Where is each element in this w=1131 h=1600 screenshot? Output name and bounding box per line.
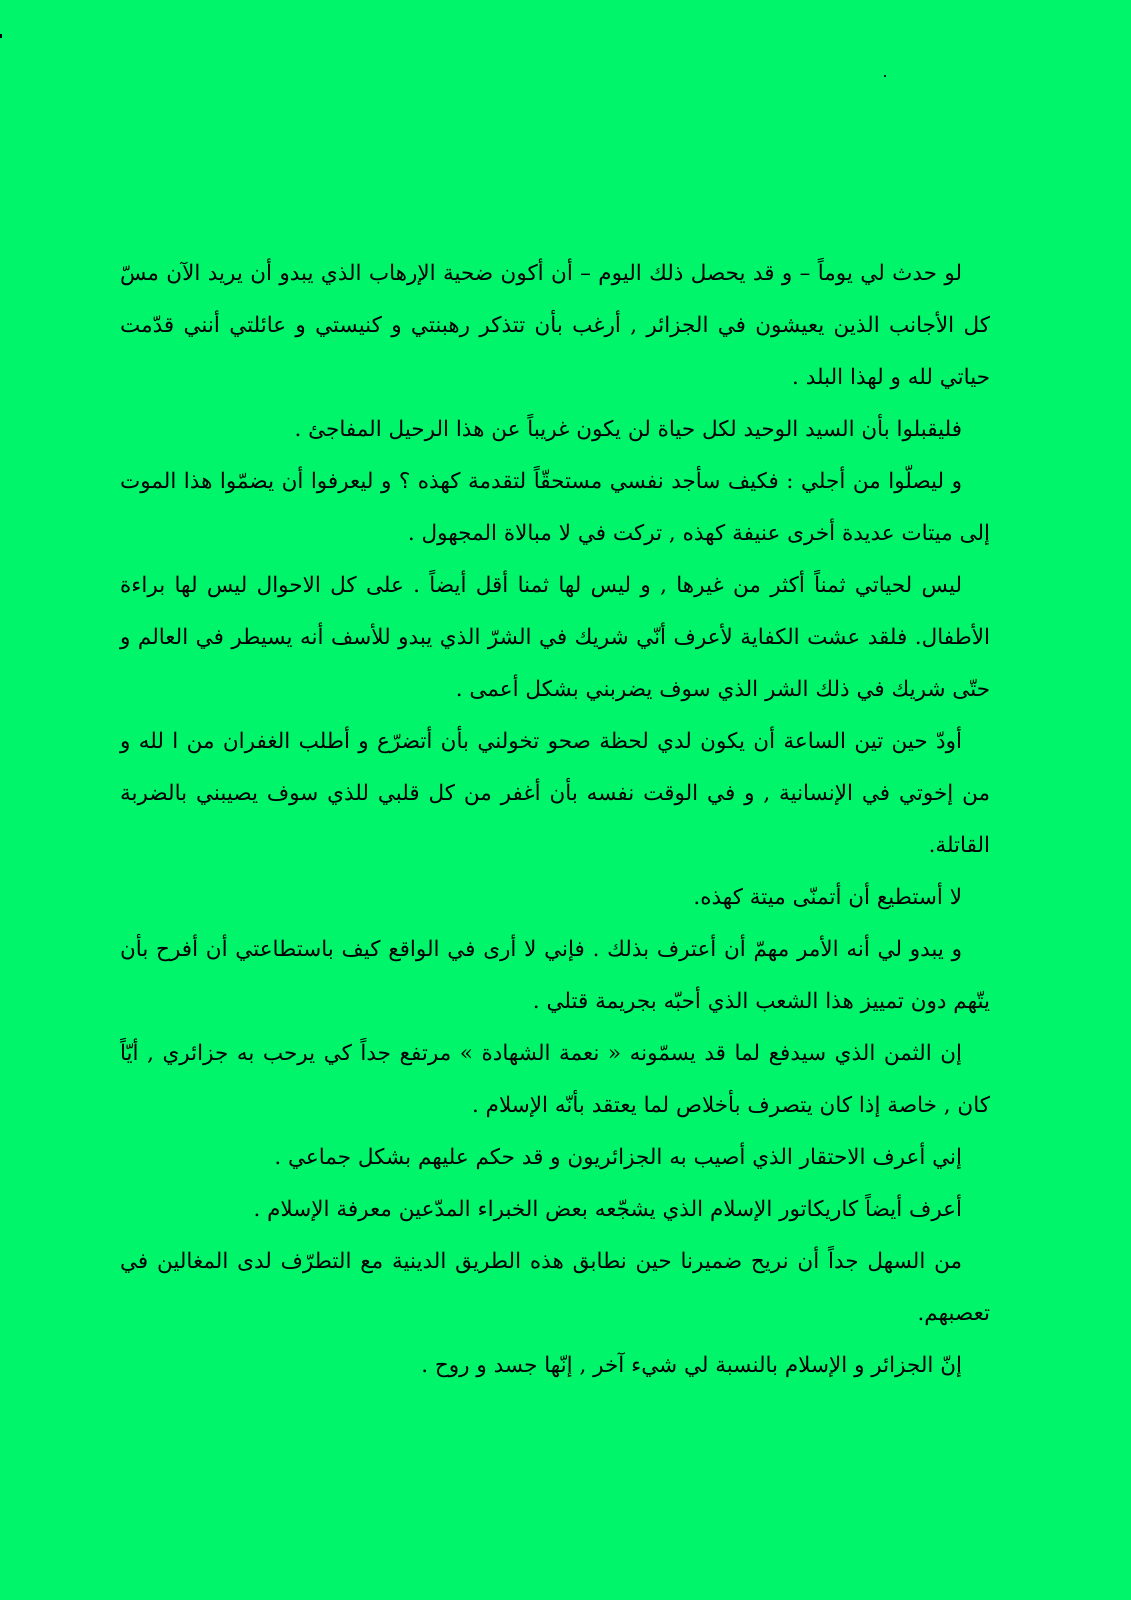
paragraph-12: إنّ الجزائر و الإسلام بالنسبة لي شيء آخر , إنّها جسد و روح . <box>421 1353 962 1378</box>
paragraph-3: و ليصلّوا من أجلي : فكيف سأجد نفسي مستحقّاً لتقدمة كهذه ؟ و ليعرفوا أن يضمّوا هذا الموت إلى ميتات عديدة أخرى عنيفة كهذه , تركت في لا مبالاة المجهول . <box>120 469 990 546</box>
paragraph-11: من السهل جداً أن نريح ضميرنا حين نطابق هذه الطريق الدينية مع التطرّف لدى المغالين في تعصبهم. <box>120 1249 990 1326</box>
edge-mark <box>0 34 2 38</box>
paragraph-9: إني أعرف الاحتقار الذي أصيب به الجزائريون و قد حكم عليهم بشكل جماعي . <box>274 1145 962 1170</box>
paragraph-1: لو حدث لي يوماً – و قد يحصل ذلك اليوم – أن أكون ضحية الإرهاب الذي يبدو أن يريد الآن مسّ كل الأجانب الذين يعيشون في الجزائر , أرغب بأن تتذكر رهبنتي و كنيستي و عائلتي أنني قدّمت حياتي لله و لهذا البلد . <box>120 261 990 390</box>
paragraph-4: ليس لحياتي ثمناً أكثر من غيرها , و ليس لها ثمنا أقل أيضاً . على كل الاحوال ليس لها براءة الأطفال. فلقد عشت الكفاية لأعرف أنّي شريك في الشرّ الذي يبدو للأسف أنه يسيطر في العالم و حتّى شريك في ذلك الشر الذي سوف يضربني بشكل أعمى . <box>120 573 990 702</box>
paragraph-8: إن الثمن الذي سيدفع لما قد يسمّونه « نعمة الشهادة » مرتفع جداً كي يرحب به جزائري , أيّاً كان , خاصة إذا كان يتصرف بأخلاص لما يعتقد بأنّه الإسلام . <box>120 1041 990 1118</box>
paragraph-6: لا أستطيع أن أتمنّى ميتة كهذه. <box>693 885 962 910</box>
paragraph-5: أودّ حين تين الساعة أن يكون لدي لحظة صحو تخولني بأن أتضرّع و أطلب الغفران من ا لله و من إخوتي في الإنسانية , و في الوقت نفسه بأن أغفر من كل قلبي للذي سوف يصيبني بالضربة القاتلة. <box>120 729 990 858</box>
document-body <box>120 248 990 1392</box>
paragraph-2: فليقبلوا بأن السيد الوحيد لكل حياة لن يكون غريباً عن هذا الرحيل المفاجئ . <box>294 417 962 442</box>
stray-dot <box>884 75 886 77</box>
paragraph-10: أعرف أيضاً كاريكاتور الإسلام الذي يشجّعه بعض الخبراء المدّعين معرفة الإسلام . <box>253 1197 962 1222</box>
paragraph-7: و يبدو لي أنه الأمر مهمّ أن أعترف بذلك . فإني لا أرى في الواقع كيف باستطاعتي أن أفرح بأن يتّهم دون تمييز هذا الشعب الذي أحبّه بجريمة قتلي . <box>120 937 990 1014</box>
